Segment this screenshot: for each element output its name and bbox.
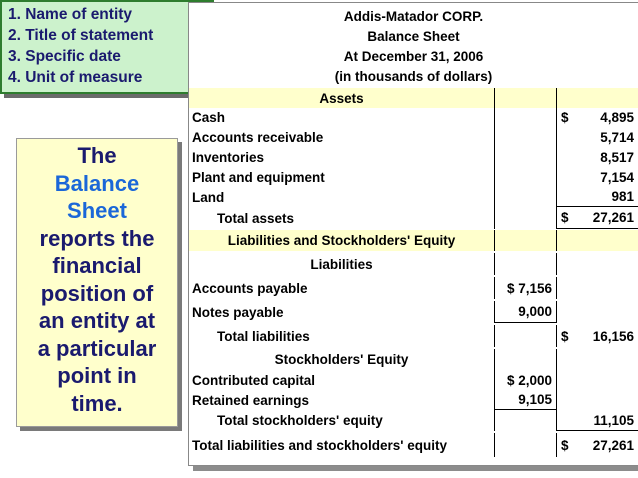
total-lse-value [557, 433, 638, 457]
dollar-sign: $ [561, 210, 569, 225]
empty-cell [495, 88, 557, 108]
total-liabilities-value [557, 325, 638, 347]
table-row [189, 187, 638, 207]
cash-value: 4,895 [600, 109, 634, 125]
dollar-sign: $ [561, 437, 569, 453]
table-row [189, 107, 638, 127]
empty-cell [557, 230, 638, 251]
definition-line: reports the [39, 225, 155, 251]
definition-line: an entity at [38, 308, 156, 333]
definition-line: time. [71, 390, 123, 416]
empty-cell [557, 253, 638, 275]
line-item-value: 8,517 [600, 149, 634, 165]
line-item-value: 9,000 [495, 301, 557, 323]
definition-line: point in [57, 363, 137, 388]
empty-cell [495, 325, 557, 347]
empty-cell [495, 433, 557, 457]
line-item-value: $ 2,000 [495, 370, 557, 390]
table-row [189, 370, 638, 390]
balance-sheet-definition [16, 138, 178, 427]
total-row [189, 325, 638, 347]
total-assets-label: Total assets [189, 207, 495, 229]
total-assets-amount: 27,261 [592, 210, 634, 225]
balance-sheet-table [188, 2, 638, 466]
line-item-label: Accounts receivable [189, 127, 495, 147]
line-item-label: Retained earnings [189, 390, 495, 410]
total-assets-value [557, 207, 638, 229]
table-row [189, 301, 638, 323]
line-item-value: 9,105 [495, 390, 557, 410]
total-liabilities-label: Total liabilities [189, 325, 495, 347]
line-item-label: Land [189, 187, 495, 207]
line-item-label: Plant and equipment [189, 167, 495, 187]
liabilities-header: Liabilities [189, 253, 495, 275]
callout-item-unit: 4. Unit of measure [8, 69, 143, 86]
empty-cell [495, 349, 557, 370]
line-item-value: 981 [557, 187, 638, 207]
empty-cell [557, 88, 638, 108]
empty-cell [495, 207, 557, 229]
assets-header-row [189, 88, 638, 108]
total-equity-value: 11,105 [557, 410, 638, 431]
table-row [189, 277, 638, 299]
empty-cell [495, 147, 557, 167]
empty-cell [495, 127, 557, 147]
empty-cell [495, 187, 557, 207]
company-name: Addis-Matador CORP. [343, 9, 484, 24]
empty-cell [495, 410, 557, 431]
empty-cell [495, 167, 557, 187]
total-lse-amount: 27,261 [592, 437, 634, 453]
callout-item-date: 3. Specific date [8, 48, 121, 65]
statement-date: At December 31, 2006 [343, 49, 484, 64]
table-row [189, 390, 638, 410]
empty-cell [557, 301, 638, 323]
lse-header-row [189, 230, 638, 251]
line-item-label: Notes payable [189, 301, 495, 323]
total-lse-label: Total liabilities and stockholders' equity [189, 433, 495, 457]
definition-line-highlight: Balance [54, 170, 140, 196]
empty-cell [557, 390, 638, 410]
definition-line: The [77, 143, 117, 168]
total-row [189, 207, 638, 229]
assets-header: Assets [189, 88, 495, 108]
equity-header-row [189, 349, 638, 370]
empty-cell [557, 370, 638, 390]
definition-line: financial [52, 253, 142, 278]
line-item-label: Contributed capital [189, 370, 495, 390]
callout-item-title: 2. Title of statement [8, 27, 154, 44]
table-row [189, 147, 638, 167]
dollar-sign: $ [561, 109, 569, 125]
lse-header: Liabilities and Stockholders' Equity [189, 230, 495, 251]
table-row [189, 167, 638, 187]
liabilities-header-row [189, 253, 638, 275]
empty-cell [495, 230, 557, 251]
total-equity-label: Total stockholders' equity [189, 410, 495, 431]
equity-header: Stockholders' Equity [189, 349, 495, 370]
line-item-value: 7,154 [600, 169, 634, 185]
empty-cell [557, 277, 638, 299]
line-item-label: Inventories [189, 147, 495, 167]
empty-cell [495, 253, 557, 275]
statement-title: Balance Sheet [367, 29, 460, 44]
statement-elements-callout [0, 0, 214, 94]
empty-cell [557, 349, 638, 370]
line-item-value [557, 107, 638, 127]
line-item-label: Cash [189, 107, 495, 127]
callout-item-entity: 1. Name of entity [8, 6, 133, 23]
total-liabilities-amount: 16,156 [592, 328, 634, 344]
line-item-value: $ 7,156 [495, 277, 557, 299]
empty-cell [495, 107, 557, 127]
dollar-sign: $ [561, 328, 569, 344]
table-row [189, 127, 638, 147]
grand-total-row [189, 433, 638, 457]
definition-line: a particular [37, 335, 157, 361]
line-item-value: 5,714 [600, 129, 634, 145]
unit-of-measure: (in thousands of dollars) [334, 69, 493, 84]
definition-line: position of [40, 280, 154, 306]
total-row [189, 410, 638, 431]
definition-line-highlight: Sheet [67, 198, 127, 223]
line-item-label: Accounts payable [189, 277, 495, 299]
